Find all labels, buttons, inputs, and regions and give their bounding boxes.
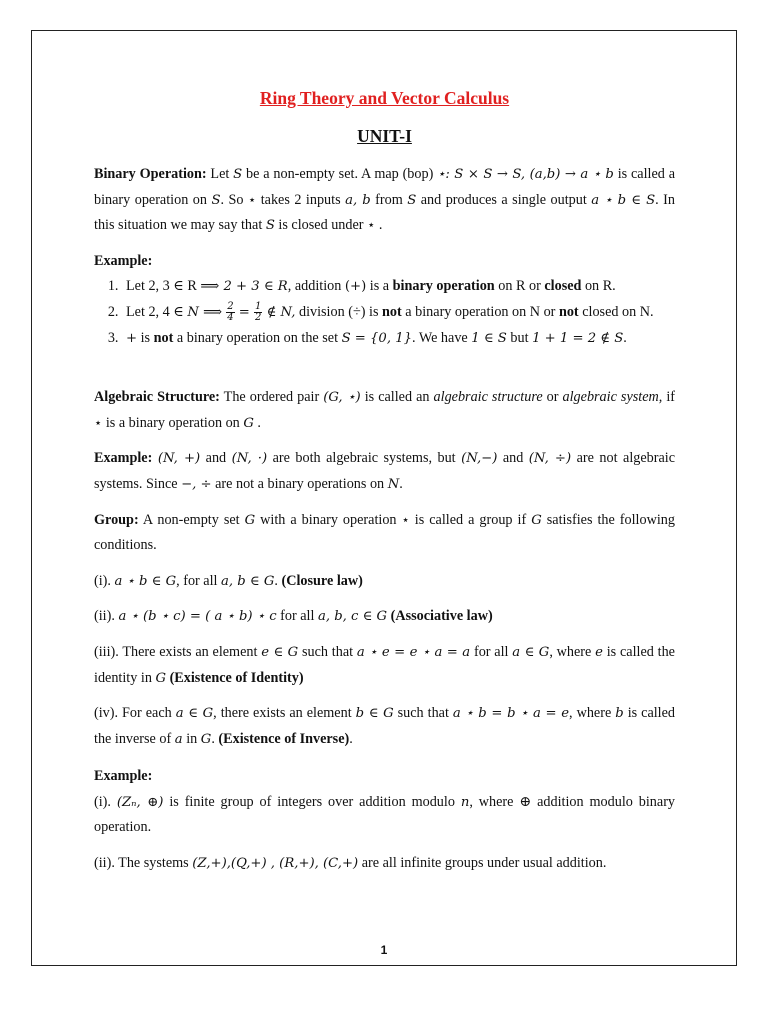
text: .: [274, 572, 282, 589]
text: . In this situation we may say that: [94, 191, 675, 234]
math-expression: a ⋆ b ∈ G: [114, 573, 177, 589]
math-expression: 1 + 1 = 2 ∉ S: [532, 330, 624, 346]
text: for all: [276, 608, 318, 625]
text: , where ⊕ addition modulo binary operation.: [94, 793, 676, 836]
math-expression: ∉ N,: [262, 304, 296, 320]
math-expression: (N, ÷): [528, 451, 572, 467]
list-item: [122, 300, 675, 326]
bold-text: binary operation: [392, 278, 495, 295]
math-equals: =: [234, 304, 254, 320]
condition-number: (iii).: [94, 643, 123, 660]
page-content: [94, 86, 675, 877]
text: .: [399, 475, 403, 492]
math-plus: (+): [344, 279, 367, 295]
infinite-groups-example: [94, 851, 675, 877]
page-border: [31, 30, 737, 966]
example-list: [94, 274, 675, 351]
math-G: G: [244, 512, 256, 528]
text: , where: [569, 705, 616, 722]
text: are not a binary operations on: [211, 475, 388, 492]
text: , there exists an element: [213, 705, 356, 722]
text: .: [211, 730, 219, 747]
text: is called the identity in: [94, 643, 675, 686]
example-number: (ii).: [94, 855, 119, 872]
math-expression: (N,−): [461, 451, 498, 467]
italic-text: algebraic structure: [433, 389, 543, 406]
example-heading: Example:: [94, 768, 153, 785]
text: is a binary operation on: [102, 414, 244, 431]
math-S: S: [233, 167, 243, 182]
text: be a non-empty set. A map (bop): [242, 166, 438, 182]
math-expression: a ⋆ b = b ⋆ a = e: [452, 706, 570, 722]
bold-text: not: [153, 329, 174, 346]
condition-number: (iv).: [94, 705, 123, 722]
text: and: [200, 450, 232, 467]
example-heading: Example:: [94, 252, 153, 269]
text: are all infinite groups under usual addition.: [358, 855, 607, 872]
associative-law-condition: [94, 604, 675, 630]
math-expression: N ⟹: [187, 304, 227, 320]
math-n: n: [460, 794, 470, 810]
closure-law-condition: [94, 569, 675, 595]
text: .: [375, 217, 383, 234]
math-expression: S = {0, 1}: [341, 330, 412, 346]
text: Let 2, 3 ∈ R: [126, 278, 201, 295]
law-name: (Associative law): [390, 608, 493, 625]
text: is called an: [360, 389, 434, 406]
text: but: [506, 329, 533, 346]
text: from: [370, 191, 408, 208]
text: A non-empty set: [138, 511, 245, 528]
math-e: e: [595, 644, 603, 660]
math-G: G: [531, 512, 542, 528]
math-expression: (Zₙ, ⊕): [116, 794, 164, 810]
text: closed on N.: [578, 303, 654, 320]
algebraic-systems-example: [94, 446, 675, 497]
group-label: Group:: [94, 511, 139, 528]
text: . We have: [412, 329, 472, 346]
math-output-expression: a ⋆ b ∈ S: [591, 192, 656, 208]
math-N: N: [387, 476, 400, 492]
math-expression: a, b, c ∈ G: [317, 609, 388, 625]
text: on R.: [581, 278, 616, 295]
math-expression: 1 ∈ S: [471, 330, 507, 346]
math-S: S: [407, 192, 417, 208]
math-ab: a, b: [345, 192, 371, 208]
math-S: S: [265, 218, 275, 234]
text: a binary operation on N or: [401, 303, 559, 320]
text: There exists an element: [122, 643, 262, 660]
fraction-numerator: 2: [227, 301, 234, 313]
text: is called the inverse of: [94, 705, 676, 747]
text: For each: [122, 705, 176, 722]
text: or: [542, 389, 563, 406]
identity-condition: [94, 640, 675, 691]
text: is a: [366, 278, 393, 295]
document-title: Ring Theory and Vector Calculus: [259, 88, 510, 108]
group-definition: [94, 508, 675, 559]
math-expression: a ∈ G: [512, 644, 550, 660]
inverse-condition: [94, 701, 675, 752]
math-G: G: [243, 415, 254, 431]
text: Let: [206, 166, 234, 182]
math-star: ⋆: [367, 218, 376, 234]
text: such that: [298, 643, 357, 660]
text: is called a binary operation on: [94, 166, 676, 208]
math-expression: (N, ·): [231, 451, 268, 467]
math-expression: a ⋆ (b ⋆ c) = ( a ⋆ b) ⋆ c: [118, 609, 277, 625]
math-b: b: [615, 706, 624, 722]
text: is called a group if: [409, 511, 532, 528]
example-number: (i).: [94, 793, 117, 810]
math-expression: a ⋆ e = e ⋆ a = a: [356, 644, 471, 660]
text: The systems: [118, 855, 193, 872]
fraction: [226, 302, 234, 323]
text: a binary operation on the set: [173, 329, 342, 346]
text: . So: [220, 191, 248, 208]
math-star: ⋆: [94, 415, 103, 431]
text: and: [497, 450, 529, 467]
text: .: [623, 329, 627, 346]
math-a: a: [174, 731, 183, 747]
math-expression: ⟹ 2 + 3 ∈ R: [200, 279, 288, 295]
text: are both algebraic systems, but: [267, 450, 462, 467]
algebraic-structure-definition: [94, 385, 675, 436]
text: for all: [470, 643, 513, 660]
text: in: [182, 730, 201, 747]
condition-number: (i).: [94, 572, 115, 589]
text: on R or: [494, 278, 545, 295]
math-expression: a, b ∈ G: [221, 573, 275, 589]
math-expression: e ∈ G: [261, 644, 299, 660]
bold-text: not: [558, 303, 579, 320]
bold-text: not: [382, 303, 402, 320]
math-G: G: [155, 670, 167, 686]
math-map-expression: ⋆: S × S → S, (a,b) → a ⋆ b: [437, 167, 614, 182]
text: if: [662, 389, 675, 406]
text: is finite group of integers over addition modulo: [163, 793, 461, 810]
math-star: ⋆: [401, 512, 410, 528]
text: .: [253, 414, 261, 431]
binary-operation-label: Binary Operation:: [94, 166, 207, 182]
text: is closed under: [274, 217, 368, 234]
text: such that: [393, 705, 453, 722]
text: The ordered pair: [219, 389, 324, 406]
fraction-numerator: 1: [255, 301, 262, 313]
math-expression: (G, ⋆): [323, 390, 361, 406]
math-expression: a ∈ G: [175, 706, 214, 722]
text: is: [137, 329, 154, 346]
fraction-denominator: 4: [227, 312, 234, 324]
bold-text: closed: [544, 278, 582, 295]
list-item: [122, 274, 675, 300]
math-expression: −, ÷: [181, 476, 212, 492]
math-expression: b ∈ G: [355, 706, 394, 722]
fraction-denominator: 2: [255, 312, 262, 324]
binary-operation-definition: [94, 162, 675, 239]
text: with a binary operation: [255, 511, 402, 528]
italic-text: algebraic system,: [562, 389, 663, 406]
text: and produces a single output: [416, 191, 592, 208]
math-expression: (Z,+),(Q,+) , (R,+), (C,+): [192, 856, 359, 872]
text: are not algebraic systems. Since: [94, 450, 676, 492]
math-G: G: [200, 731, 212, 747]
list-item: [122, 326, 675, 352]
math-S: S: [211, 192, 221, 208]
math-star: ⋆: [247, 192, 257, 208]
text: , addition: [287, 278, 345, 295]
law-name: (Existence of Identity): [169, 669, 304, 686]
math-expression: (N, +): [157, 451, 201, 467]
math-plus: +: [126, 330, 138, 346]
text: , for all: [176, 572, 222, 589]
example-label: Example:: [94, 450, 153, 467]
unit-heading: UNIT-I: [357, 126, 412, 146]
text: satisfies the following conditions.: [94, 511, 675, 554]
algebraic-structure-label: Algebraic Structure:: [94, 389, 220, 406]
text: .: [349, 730, 353, 747]
text: takes 2 inputs: [256, 191, 346, 208]
law-name: (Closure law): [281, 572, 363, 589]
law-name: (Existence of Inverse): [218, 730, 350, 747]
condition-number: (ii).: [94, 608, 119, 625]
text: , where: [549, 643, 596, 660]
page-number: 1: [380, 943, 388, 957]
text: Let 2, 4 ∈: [126, 303, 188, 320]
finite-group-example: [94, 790, 675, 841]
text: division (÷) is: [295, 303, 383, 320]
